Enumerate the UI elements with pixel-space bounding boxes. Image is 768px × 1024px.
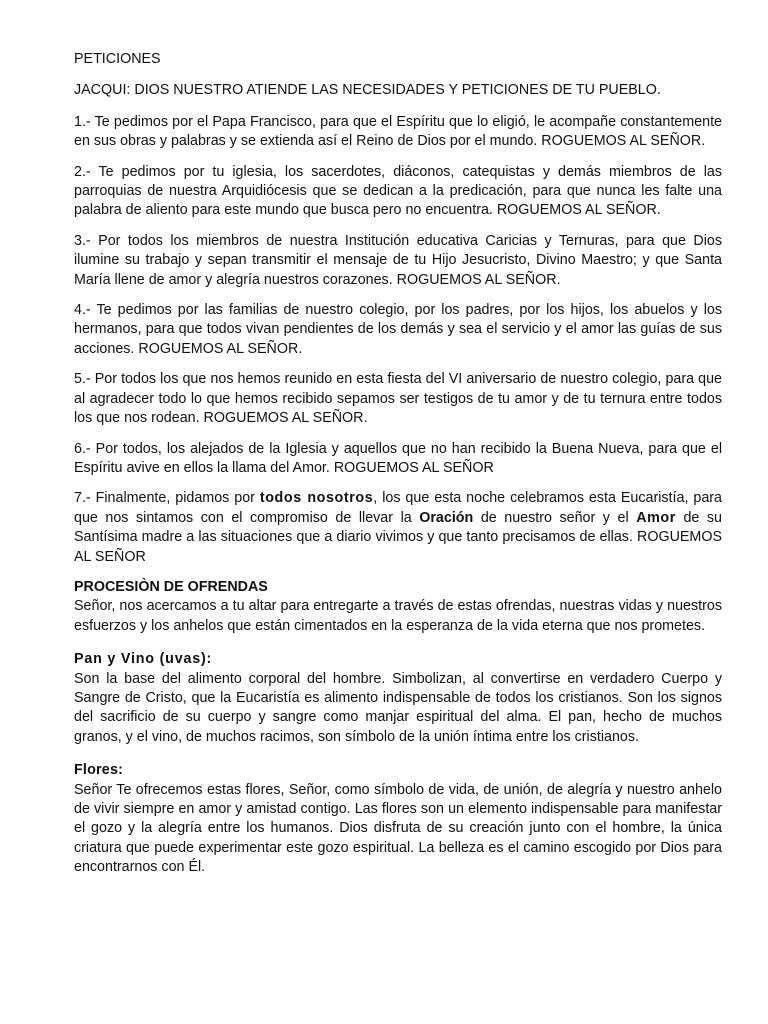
petition-5: 5.- Por todos los que nos hemos reunido en esta fiesta del VI aniversario de nuestro colegio, para que al agradecer todo lo que hemos recibido sepamos ser testigos de tu amor y de tu ternura entre todos los que nos rodean. ROGUEMOS AL SEÑOR. [74, 371, 722, 427]
petition-4: 4.- Te pedimos por las familias de nuestro colegio, por los padres, por los hijos, los abuelos y los hermanos, para que todos vivan pendientes de los demás y sea el servicio y el amor las guías de sus acciones. ROGUEMOS AL SEÑOR. [74, 302, 722, 357]
petition-1: 1.- Te pedimos por el Papa Francisco, para que el Espíritu que lo eligió, le acompañe constantemente en sus obras y palabras y se extienda así el Reino de Dios por el mundo. ROGUEMOS AL SEÑOR. [74, 113, 722, 150]
petition-3: 3.- Por todos los miembros de nuestra Institución educativa Caricias y Ternuras, para que Dios ilumine su trabajo y sepan transmitir el mensaje de tu Hijo Jesucristo, Divino Maestro; y que Santa María llene de amor y alegría nuestros corazones. ROGUEMOS AL SEÑOR. [74, 232, 722, 288]
document-page [74, 50, 722, 892]
offering-text-flowers: Señor Te ofrecemos estas flores, Señor, como símbolo de vida, de unión, de alegría y nuestro anhelo de vivir siempre en amor y amistad contigo. Las flores son un elemento indispensable para manifestar el gozo y la alegría entre los humanos. Dios disfruta de su creación junto con el hombre, la única criatura que puede experimentar este gozo espiritual. La belleza es el camino escogido por Dios para encontrarnos con Él. [74, 781, 722, 876]
procession-heading: PROCESIÒN DE OFRENDAS [74, 578, 268, 595]
petition-7-text-b: , los que esta noche celebramos esta Eucaristía, para que nos sintamos con el compromiso de llevar la [74, 490, 722, 526]
petition-2: 2.- Te pedimos por tu iglesia, los sacerdotes, diáconos, catequistas y demás miembros de las parroquias de nuestra Arquidiócesis que se dedican a la predicación, para que nunca les falte una palabra de aliento para este mundo que busca pero no encuentra. ROGUEMOS AL SEÑOR. [74, 163, 722, 219]
petition-7-bold-c: Amor [636, 509, 676, 526]
petition-7-bold-a: todos nosotros [259, 490, 374, 507]
petition-6: 6.- Por todos, los alejados de la Iglesia y aquellos que no han recibido la Buena Nueva, para que el Espíritu avive en ellos la llama del Amor. ROGUEMOS AL SEÑOR [74, 440, 722, 476]
document-title: PETICIONES [74, 51, 161, 67]
offering-heading-flowers: Flores: [74, 762, 124, 779]
petition-7-text-c: de nuestro señor y el [473, 509, 637, 526]
petition-7-text-d: de su Santísima madre a las situaciones que a diario vivimos y que tanto precisamos de ellas. ROGUEMOS AL SEÑOR [74, 509, 723, 565]
offering-heading-bread-wine: Pan y Vino (uvas): [74, 651, 213, 668]
petition-7 [74, 489, 722, 567]
petition-7-text-a: 7.- Finalmente, pidamos por [74, 490, 260, 507]
offering-text-bread-wine: Son la base del alimento corporal del hombre. Simbolizan, al convertirse en verdadero Cuerpo y Sangre de Cristo, que la Eucaristía es alimento indispensable de todos los cristianos. Son los signos del sacrificio de su cuerpo y sangre como manjar espiritual del alma. El pan, hecho de muchos granos, y el vino, de muchos racimos, son símbolo de la unión íntima entre los cristianos. [74, 670, 722, 745]
procession-text: Señor, nos acercamos a tu altar para entregarte a través de estas ofrendas, nuestras vidas y nuestros esfuerzos y los anhelos que están cimentados en la esperanza de la vida eterna que nos prometes. [74, 598, 722, 634]
petition-7-bold-b: Oración [419, 509, 474, 526]
intro-line: JACQUI: DIOS NUESTRO ATIENDE LAS NECESIDADES Y PETICIONES DE TU PUEBLO. [74, 82, 661, 99]
